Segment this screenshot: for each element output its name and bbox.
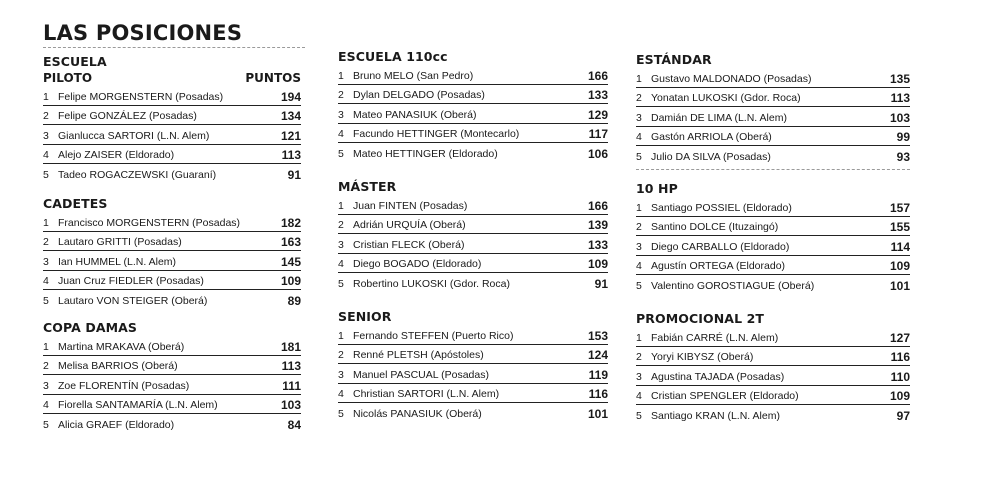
position-number: 3 [43, 379, 49, 392]
position-number: 1 [338, 69, 344, 82]
position-number: 3 [338, 108, 344, 121]
points-value: 110 [890, 369, 910, 384]
points-value: 103 [889, 110, 910, 125]
points-value: 166 [587, 68, 608, 83]
points-value: 163 [280, 235, 301, 249]
standings-row [636, 256, 910, 276]
points-value: 157 [889, 200, 910, 215]
standings-row [338, 273, 608, 292]
points-value: 113 [281, 359, 301, 373]
standings-row [636, 386, 910, 406]
position-number: 3 [636, 111, 642, 124]
standings-row [43, 212, 301, 232]
position-number: 3 [338, 368, 344, 381]
rider-name: Valentino GOROSTIAGUE (Oberá) [651, 279, 815, 292]
header-points: PUNTOS [245, 71, 301, 85]
standings-row [338, 104, 608, 124]
standings-row [636, 236, 910, 256]
points-value: 124 [587, 348, 608, 362]
rider-name: Dylan DELGADO (Posadas) [353, 89, 485, 101]
category-title: PROMOCIONAL 2T [636, 311, 765, 326]
rider-name: Gianlucca SARTORI (L.N. Alem) [58, 129, 210, 142]
standings-row [43, 164, 301, 183]
category-title: COPA DAMAS [43, 320, 138, 335]
points-value: 117 [588, 127, 608, 141]
standings-row [636, 68, 910, 88]
rider-name: Manuel PASCUAL (Posadas) [353, 368, 489, 381]
position-number: 1 [338, 329, 344, 342]
page-title: LAS POSICIONES [43, 21, 243, 45]
points-value: 114 [890, 239, 910, 254]
position-number: 5 [43, 294, 49, 307]
position-number: 2 [43, 236, 49, 248]
standings-row [338, 143, 608, 162]
standings-row [338, 325, 608, 345]
position-number: 1 [636, 331, 642, 344]
position-number: 4 [636, 390, 642, 402]
standings-row [43, 395, 301, 415]
points-value: 181 [280, 339, 301, 354]
standings-row [636, 217, 910, 237]
rider-name: Damián DE LIMA (L.N. Alem) [651, 111, 787, 124]
position-number: 4 [43, 275, 49, 287]
rider-name: Diego CARBALLO (Eldorado) [651, 240, 790, 253]
rider-name: Robertino LUKOSKI (Gdor. Roca) [353, 277, 510, 290]
points-value: 111 [282, 378, 301, 393]
rider-name: Melisa BARRIOS (Oberá) [58, 360, 178, 372]
standings-row [338, 195, 608, 215]
rider-name: Diego BOGADO (Eldorado) [353, 258, 482, 270]
points-value: 116 [588, 387, 608, 401]
points-value: 106 [587, 146, 608, 161]
position-number: 5 [636, 409, 642, 422]
points-value: 153 [587, 328, 608, 343]
standings-row [636, 197, 910, 217]
points-value: 166 [587, 198, 608, 213]
position-number: 4 [338, 388, 344, 400]
rider-name: Nicolás PANASIUK (Oberá) [353, 407, 482, 420]
section-divider [636, 169, 910, 170]
rider-name: Felipe GONZÁLEZ (Posadas) [58, 110, 197, 122]
standings-row [338, 403, 608, 422]
rider-name: Gastón ARRIOLA (Oberá) [651, 131, 772, 143]
points-value: 145 [280, 254, 301, 269]
position-number: 4 [636, 131, 642, 143]
rider-name: Alejo ZAISER (Eldorado) [58, 149, 175, 161]
standings-row [43, 125, 301, 145]
standings-row [43, 414, 301, 433]
standings-row [43, 145, 301, 165]
category-section [636, 181, 910, 294]
position-number: 5 [43, 418, 49, 431]
rider-name: Fabián CARRÉ (L.N. Alem) [651, 331, 779, 344]
position-number: 2 [636, 221, 642, 233]
points-value: 93 [896, 149, 910, 164]
category-title: 10 HP [636, 181, 678, 196]
standings-row [43, 336, 301, 356]
position-number: 1 [43, 340, 49, 353]
position-number: 3 [43, 129, 49, 142]
rider-name: Mateo PANASIUK (Oberá) [353, 108, 477, 121]
rider-name: Zoe FLORENTÍN (Posadas) [58, 379, 190, 392]
standings-row [636, 146, 910, 165]
standings-row [43, 375, 301, 395]
category-section [636, 311, 910, 424]
standings-row [636, 107, 910, 127]
standings-row [636, 366, 910, 386]
points-value: 91 [287, 167, 301, 182]
rider-name: Santiago KRAN (L.N. Alem) [651, 409, 780, 422]
points-value: 134 [280, 109, 301, 123]
standings-row [43, 232, 301, 252]
rider-name: Tadeo ROGACZEWSKI (Guaraní) [58, 168, 217, 181]
position-number: 3 [636, 240, 642, 253]
position-number: 1 [636, 201, 642, 214]
rider-name: Lautaro GRITTI (Posadas) [58, 236, 182, 248]
position-number: 2 [636, 351, 642, 363]
category-title: ESCUELA 110cc [338, 49, 448, 64]
rider-name: Fernando STEFFEN (Puerto Rico) [353, 329, 514, 342]
rider-name: Christian SARTORI (L.N. Alem) [353, 388, 500, 400]
rider-name: Santino DOLCE (Ituzaingó) [651, 221, 779, 233]
points-value: 89 [287, 293, 301, 308]
rider-name: Fiorella SANTAMARÍA (L.N. Alem) [58, 399, 218, 411]
position-number: 2 [636, 92, 642, 104]
standings-row [636, 88, 910, 108]
points-value: 182 [280, 215, 301, 230]
rider-name: Santiago POSSIEL (Eldorado) [651, 201, 792, 214]
rider-name: Adrián URQUÍA (Oberá) [353, 219, 466, 231]
rider-name: Juan Cruz FIEDLER (Posadas) [58, 275, 204, 287]
category-section [43, 196, 301, 309]
standings-row [338, 65, 608, 85]
standings-row [338, 384, 608, 404]
header-pilot: PILOTO [43, 71, 93, 85]
category-section [636, 52, 910, 170]
standings-row [43, 86, 301, 106]
standings-row [43, 356, 301, 376]
category-section [338, 179, 608, 292]
position-number: 5 [338, 277, 344, 290]
standings-row [338, 215, 608, 235]
standings-row [636, 405, 910, 424]
position-number: 4 [43, 149, 49, 161]
position-number: 5 [636, 150, 642, 163]
standings-row [636, 327, 910, 347]
position-number: 5 [43, 168, 49, 181]
position-number: 1 [636, 72, 642, 85]
title-divider [43, 47, 305, 48]
position-number: 4 [338, 128, 344, 140]
rider-name: Gustavo MALDONADO (Posadas) [651, 72, 812, 85]
points-value: 133 [587, 237, 608, 252]
points-value: 109 [280, 274, 301, 288]
points-value: 97 [896, 408, 910, 423]
standings-row [43, 290, 301, 309]
points-value: 133 [587, 88, 608, 102]
category-title: SENIOR [338, 309, 392, 324]
position-number: 4 [338, 258, 344, 270]
points-value: 101 [587, 406, 608, 421]
rider-name: Agustín ORTEGA (Eldorado) [651, 260, 786, 272]
standings-row [43, 271, 301, 291]
standings-row [338, 364, 608, 384]
category-section [43, 54, 301, 183]
rider-name: Cristian SPENGLER (Eldorado) [651, 390, 799, 402]
category-title: MÁSTER [338, 179, 397, 194]
position-number: 5 [636, 279, 642, 292]
points-value: 84 [287, 417, 301, 432]
position-number: 3 [338, 238, 344, 251]
rider-name: Martina MRAKAVA (Oberá) [58, 340, 185, 353]
standings-row [43, 106, 301, 126]
category-title: ESTÁNDAR [636, 52, 712, 67]
points-value: 103 [280, 398, 301, 412]
position-number: 1 [43, 216, 49, 229]
standings-row [636, 127, 910, 147]
position-number: 3 [636, 370, 642, 383]
standings-row [636, 275, 910, 294]
rider-name: Facundo HETTINGER (Montecarlo) [353, 128, 520, 140]
standings-row [43, 251, 301, 271]
points-value: 194 [280, 89, 301, 104]
points-value: 113 [281, 148, 301, 162]
points-value: 91 [594, 276, 608, 291]
points-value: 121 [280, 128, 301, 143]
position-number: 2 [338, 89, 344, 101]
points-value: 139 [587, 218, 608, 232]
position-number: 4 [43, 399, 49, 411]
rider-name: Felipe MORGENSTERN (Posadas) [58, 90, 224, 103]
position-number: 2 [43, 110, 49, 122]
points-value: 109 [889, 389, 910, 403]
position-number: 1 [43, 90, 49, 103]
standings-row [338, 345, 608, 365]
rider-name: Bruno MELO (San Pedro) [353, 69, 474, 82]
standings-row [338, 254, 608, 274]
position-number: 2 [43, 360, 49, 372]
rider-name: Ian HUMMEL (L.N. Alem) [58, 255, 177, 268]
points-value: 109 [889, 259, 910, 273]
rider-name: Yonatan LUKOSKI (Gdor. Roca) [651, 92, 801, 104]
rider-name: Juan FINTEN (Posadas) [353, 199, 468, 212]
points-value: 129 [587, 107, 608, 122]
position-number: 2 [338, 349, 344, 361]
position-number: 5 [338, 407, 344, 420]
column-header [43, 70, 301, 86]
position-number: 3 [43, 255, 49, 268]
points-value: 135 [889, 71, 910, 86]
standings-row [338, 124, 608, 144]
rider-name: Cristian FLECK (Oberá) [353, 238, 465, 251]
category-title: CADETES [43, 196, 108, 211]
points-value: 116 [890, 350, 910, 364]
category-section [338, 309, 608, 422]
points-value: 101 [889, 278, 910, 293]
rider-name: Julio DA SILVA (Posadas) [651, 150, 771, 163]
position-number: 1 [338, 199, 344, 212]
standings-row [338, 85, 608, 105]
category-section [43, 320, 301, 433]
standings-row [636, 347, 910, 367]
rider-name: Renné PLETSH (Apóstoles) [353, 349, 484, 361]
category-title: ESCUELA [43, 54, 107, 69]
points-value: 99 [896, 130, 910, 144]
rider-name: Francisco MORGENSTERN (Posadas) [58, 216, 241, 229]
category-section [338, 49, 608, 162]
position-number: 5 [338, 147, 344, 160]
rider-name: Yoryi KIBYSZ (Oberá) [651, 351, 754, 363]
rider-name: Mateo HETTINGER (Eldorado) [353, 147, 498, 160]
standings-row [338, 234, 608, 254]
position-number: 4 [636, 260, 642, 272]
points-value: 119 [588, 367, 608, 382]
points-value: 109 [587, 257, 608, 271]
rider-name: Lautaro VON STEIGER (Oberá) [58, 294, 208, 307]
points-value: 113 [890, 91, 910, 105]
points-value: 155 [889, 220, 910, 234]
position-number: 2 [338, 219, 344, 231]
points-value: 127 [889, 330, 910, 345]
rider-name: Agustina TAJADA (Posadas) [651, 370, 785, 383]
rider-name: Alicia GRAEF (Eldorado) [58, 418, 175, 431]
